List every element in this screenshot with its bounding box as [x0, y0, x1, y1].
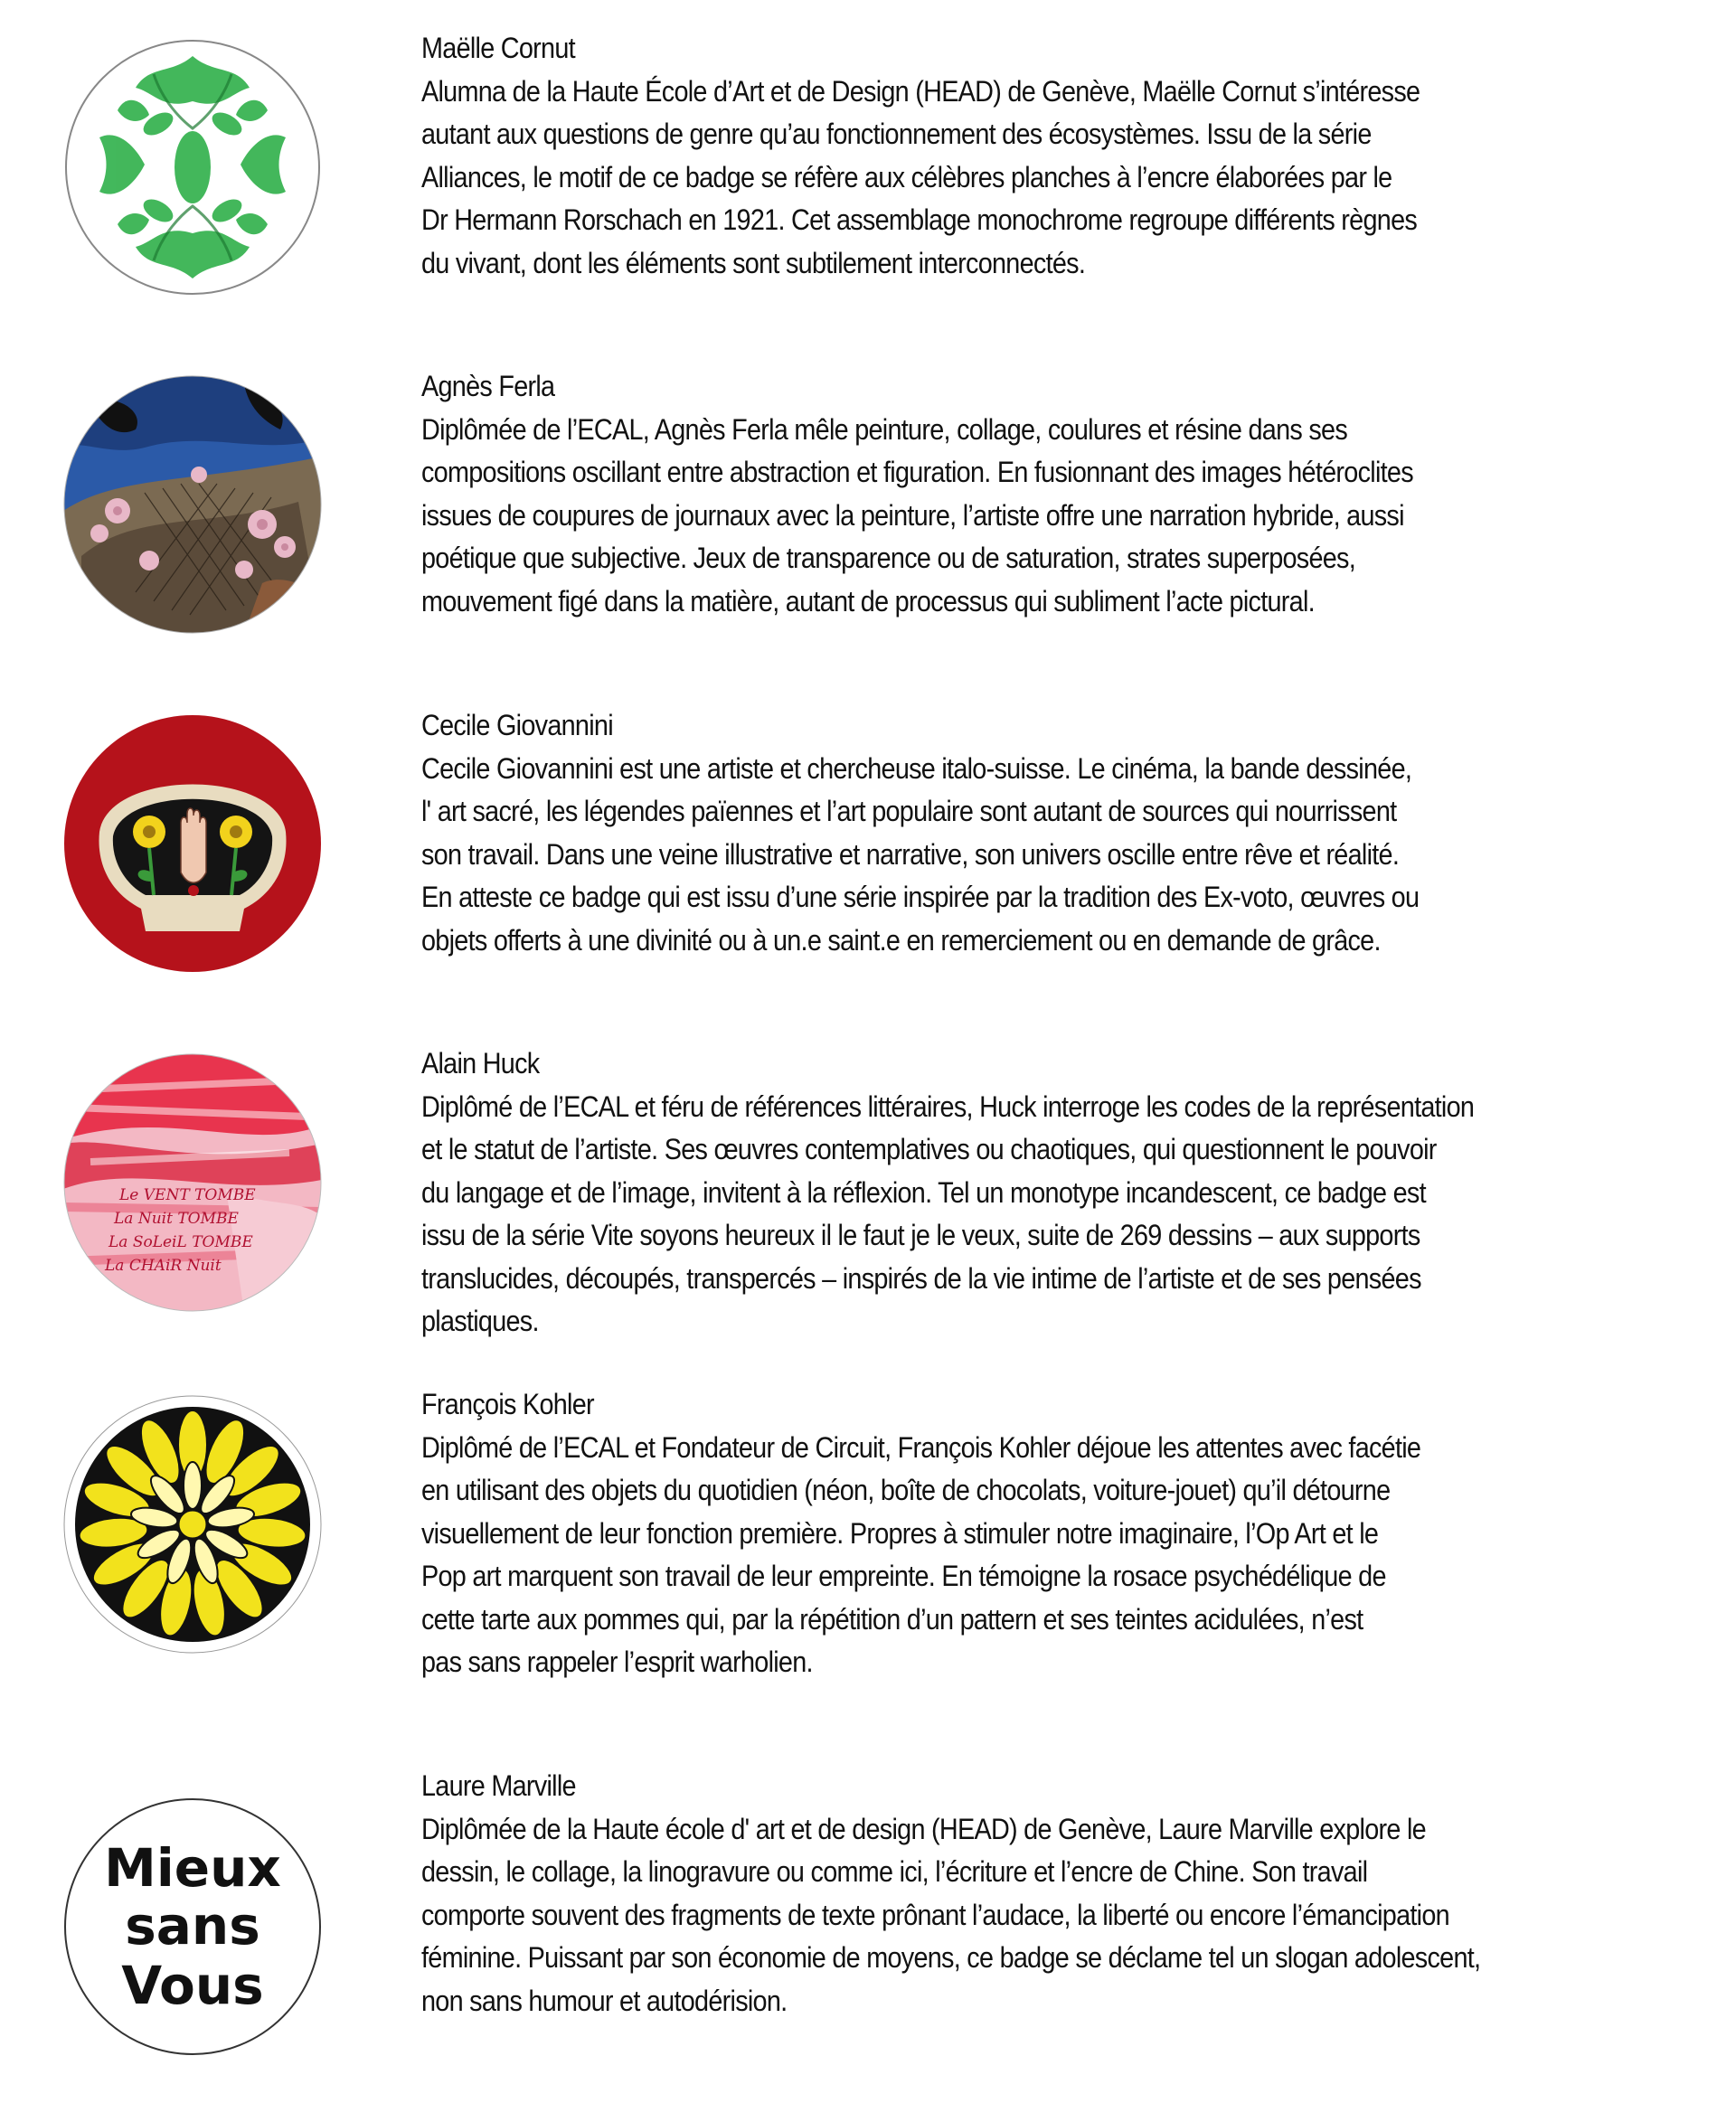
bio-line: issues de coupures de journaux avec la peinture, l’artiste offre une narration hybride, aussi [421, 498, 1404, 532]
bio-line: Dr Hermann Rorschach en 1921. Cet assemblage monochrome regroupe différents règnes [421, 203, 1418, 236]
badge-text-line: La CHAiR Nuit [105, 1257, 222, 1275]
artist-bio [421, 1808, 1577, 2023]
bio-line: Diplômé de l’ECAL et féru de références littéraires, Huck interroge les codes de la représentation [421, 1089, 1475, 1123]
green-rorschach-badge-icon [63, 38, 322, 297]
bio-line: et le statut de l’artiste. Ses œuvres contemplatives ou chaotiques, qui questionnent le pouvoir [421, 1133, 1437, 1165]
bio-line: visuellement de leur fonction première. Propres à stimuler notre imaginaire, l’Op Art et le [421, 1516, 1379, 1550]
bio-line: féminine. Puissant par son économie de moyens, ce badge se déclame tel un slogan adolescent, [421, 1941, 1481, 1974]
badge-text-line: Vous [121, 1955, 264, 2016]
bio-line: Diplômée de l’ECAL, Agnès Ferla mêle peinture, collage, coulures et résine dans ses [421, 412, 1348, 446]
bio-line: Pop art marquent son travail de leur empreinte. En témoigne la rosace psychédélique de [421, 1560, 1386, 1592]
badge-text-line: Mieux [104, 1837, 281, 1899]
bio-line: pas sans rappeler l’esprit warholien. [421, 1646, 813, 1678]
collage-flowers-badge-icon [63, 375, 322, 634]
bio-line: autant aux questions de genre qu’au fonctionnement des écosystèmes. Issu de la série [421, 118, 1372, 150]
bio-line: compositions oscillant entre abstraction et figuration. En fusionnant des images hétéroclites [421, 456, 1413, 488]
artist-name: François Kohler [421, 1388, 594, 1420]
bio-line: son travail. Dans une veine illustrative et narrative, son univers oscille entre rêve et réalité. [421, 837, 1400, 871]
badge-text-line: Le VENT TOMBE [119, 1186, 256, 1204]
mieux-sans-vous-badge-icon [63, 1797, 322, 2056]
artist-bio [421, 748, 1577, 963]
bio-line: comporte souvent des fragments de texte prônant l’audace, la liberté ou encore l’émancipation [421, 1898, 1449, 1931]
artist-bio [421, 1086, 1577, 1344]
artist-name: Laure Marville [421, 1769, 576, 1802]
bio-line: issu de la série Vite soyons heureux il le faut je le veux, suite de 269 dessins – aux supports [421, 1219, 1420, 1251]
bio-line: cette tarte aux pommes qui, par la répétition d’un pattern et ses teintes acidulées, n’est [421, 1602, 1363, 1636]
bio-line: translucides, découpés, transpercés – inspirés de la vie intime de l’artiste et de ses pensées [421, 1261, 1421, 1295]
ex-voto-shell-badge-icon [63, 714, 322, 973]
bio-line: dessin, le collage, la linogravure ou comme ici, l’écriture et l’encre de Chine. Son travail [421, 1855, 1368, 1888]
artist-name: Maëlle Cornut [421, 32, 575, 64]
bio-line: Alliances, le motif de ce badge se réfère aux célèbres planches à l’encre élaborées par le [421, 160, 1392, 193]
bio-line: mouvement figé dans la matière, autant de processus qui subliment l’acte pictural. [421, 584, 1315, 618]
bio-line: plastiques. [421, 1305, 539, 1337]
apple-tart-badge-icon [63, 1395, 322, 1654]
artist-name: Cecile Giovannini [421, 709, 613, 741]
badge-text-line: La SoLeiL TOMBE [108, 1233, 253, 1251]
bio-line: Alumna de la Haute École d’Art et de Design (HEAD) de Genève, Maëlle Cornut s’intéresse [421, 74, 1420, 108]
badge-text-line: sans [125, 1895, 260, 1957]
bio-line: du langage et de l’image, invitent à la réflexion. Tel un monotype incandescent, ce badge est [421, 1175, 1426, 1209]
bio-line: non sans humour et autodérision. [421, 1984, 788, 2017]
badge-text-line: La Nuit TOMBE [114, 1210, 239, 1228]
bio-line: objets offerts à une divinité ou à un.e saint.e en remerciement ou en demande de grâce. [421, 923, 1381, 957]
artist-bio [421, 1427, 1577, 1684]
bio-line: Diplômé de l’ECAL et Fondateur de Circuit, François Kohler déjoue les attentes avec facétie [421, 1430, 1421, 1464]
artist-bio [421, 409, 1577, 624]
red-painted-text-badge-icon [63, 1053, 322, 1312]
bio-line: En atteste ce badge qui est issu d’une série inspirée par la tradition des Ex-voto, œuvres ou [421, 881, 1420, 913]
bio-line: du vivant, dont les éléments sont subtilement interconnectés. [421, 246, 1086, 279]
bio-line: en utilisant des objets du quotidien (néon, boîte de chocolats, voiture-jouet) qu’il détourne [421, 1474, 1391, 1506]
artist-name: Alain Huck [421, 1047, 540, 1080]
bio-line: Diplômée de la Haute école d' art et de design (HEAD) de Genève, Laure Marville explore le [421, 1812, 1426, 1845]
bio-line: Cecile Giovannini est une artiste et chercheuse italo-suisse. Le cinéma, la bande dessinée, [421, 751, 1412, 785]
bio-line: poétique que subjective. Jeux de transparence ou de saturation, strates superposées, [421, 542, 1356, 574]
bio-line: l' art sacré, les légendes païennes et l’art populaire sont autant de sources qui nourrissent [421, 795, 1397, 827]
artist-name: Agnès Ferla [421, 370, 555, 402]
artist-bio [421, 71, 1577, 286]
